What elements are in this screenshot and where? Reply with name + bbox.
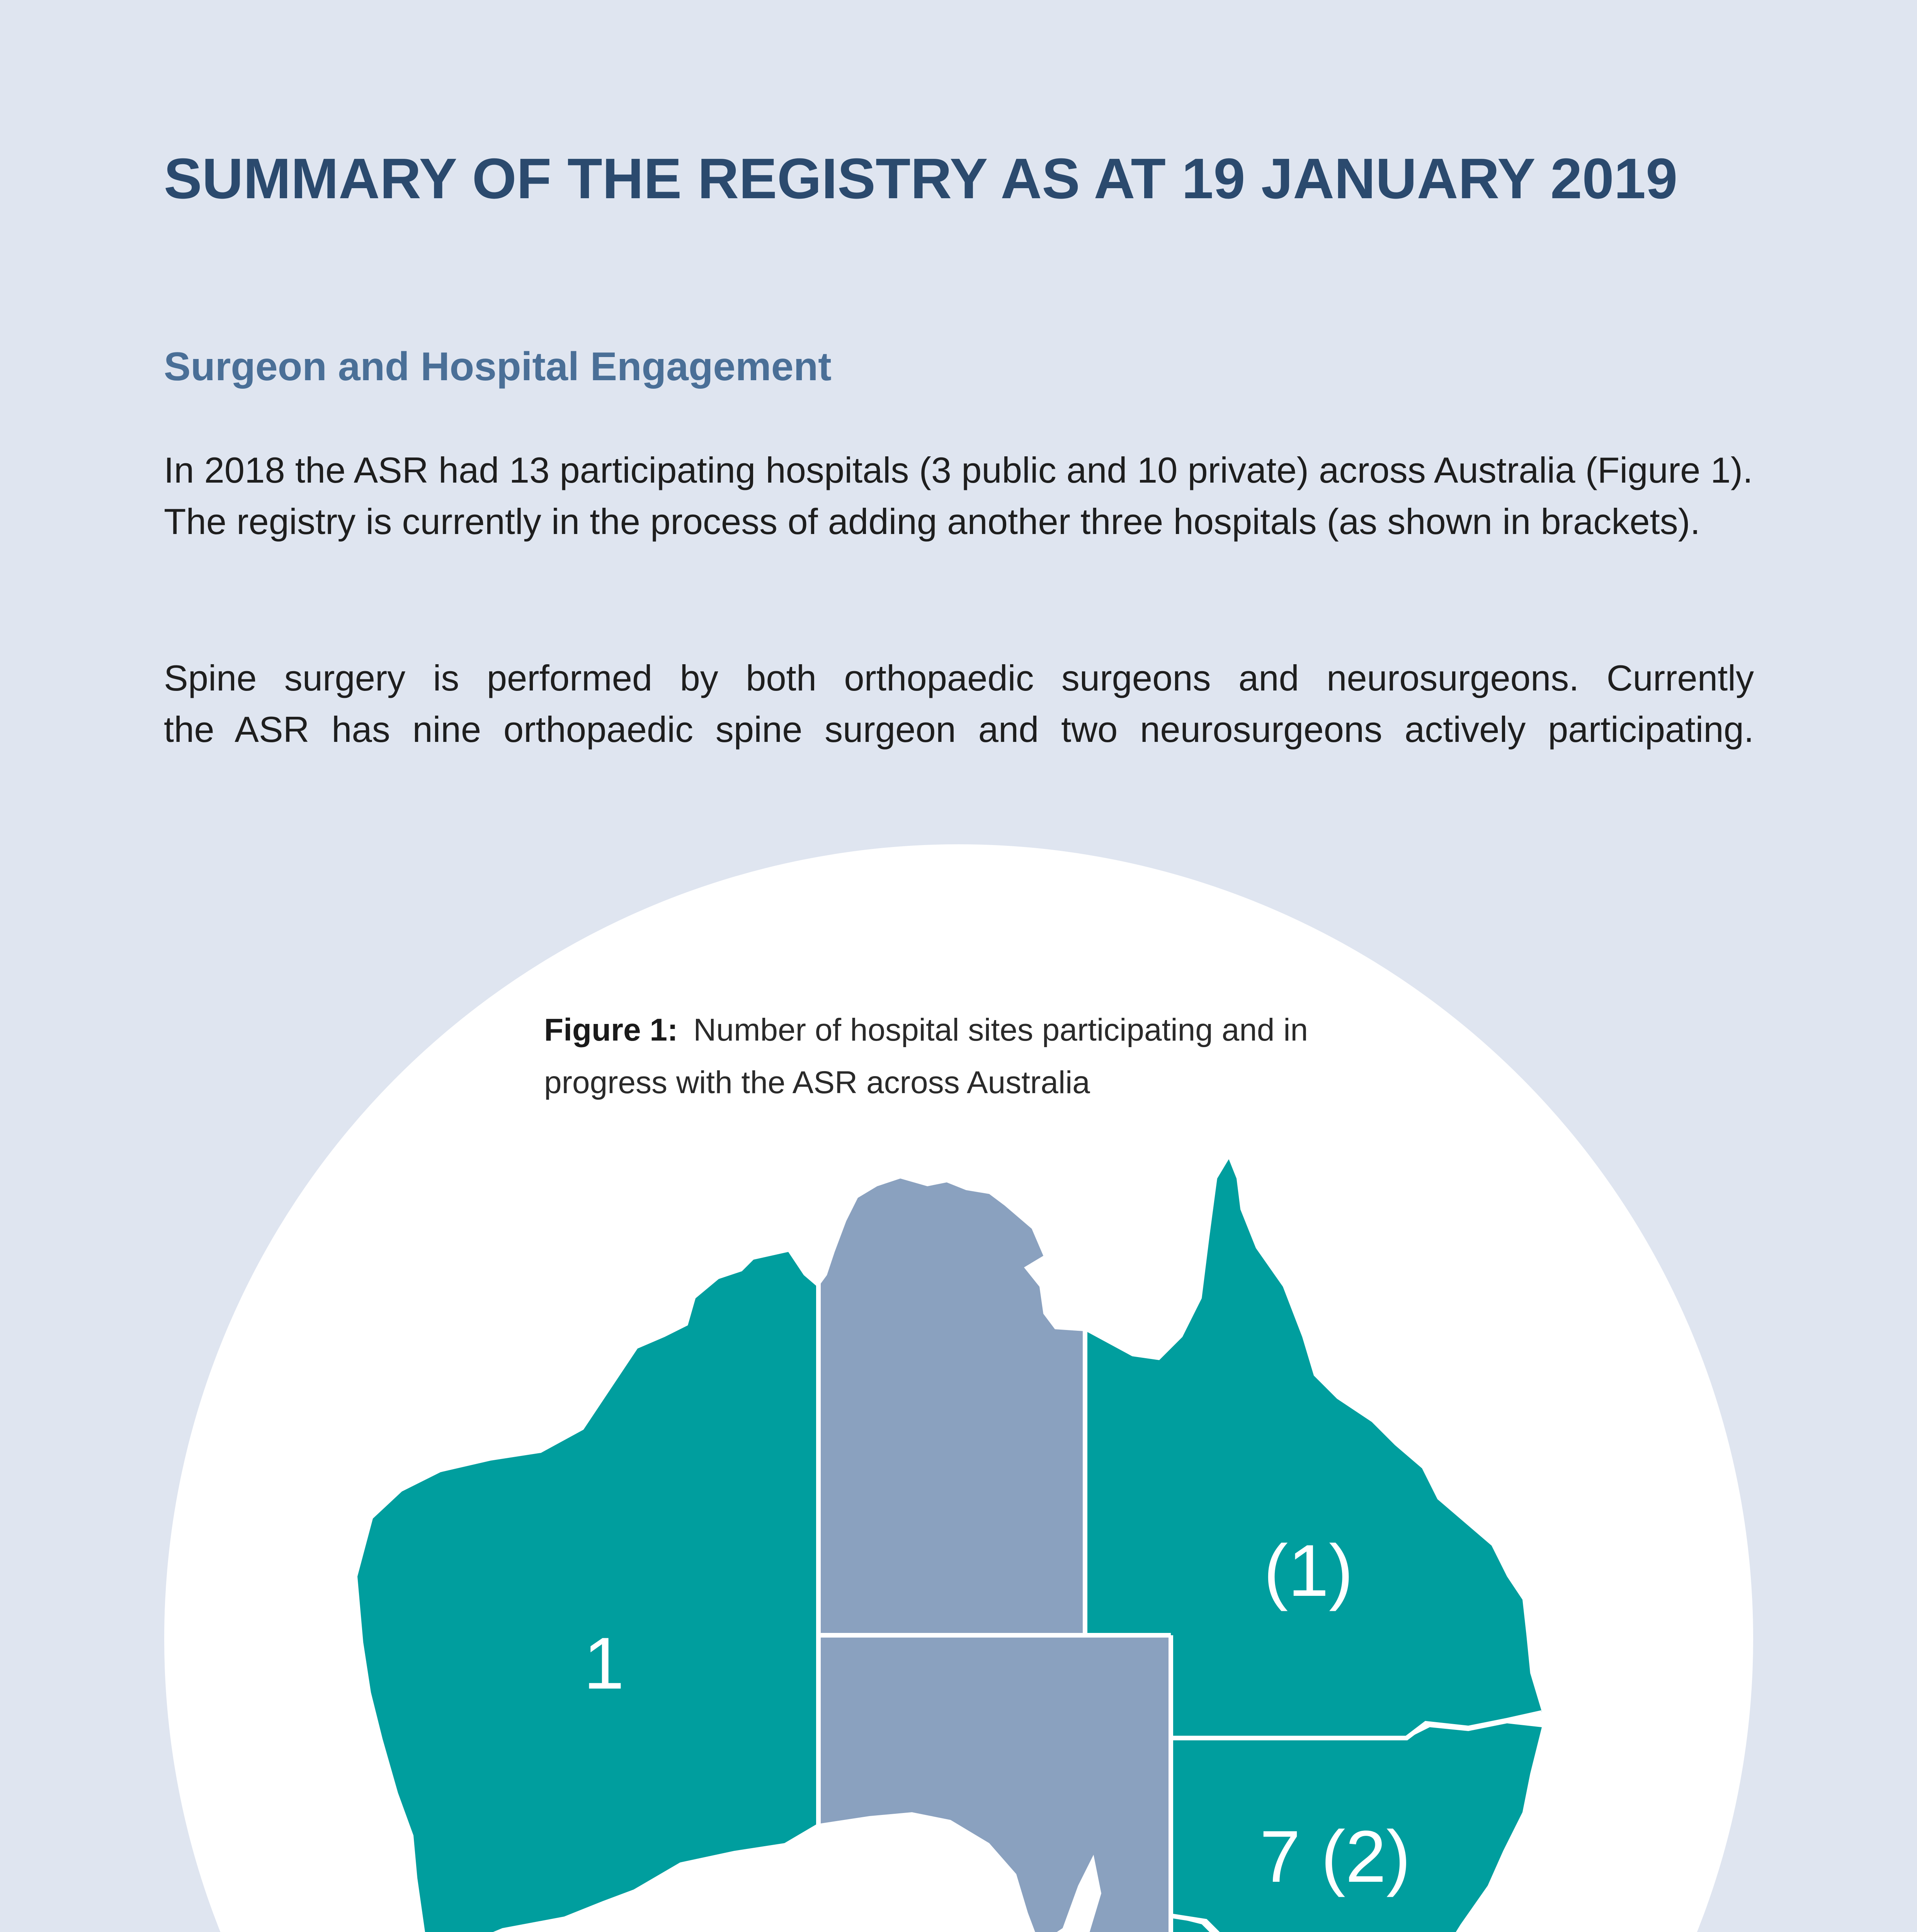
figure-caption-text: Number of hospital sites participating and in progress with the ASR across Australia bbox=[544, 1012, 1308, 1100]
label-wa: 1 bbox=[583, 1622, 624, 1704]
region-nt bbox=[818, 1179, 1084, 1634]
label-qld: (1) bbox=[1264, 1530, 1354, 1612]
figure-label: Figure 1: bbox=[544, 1012, 678, 1048]
paragraph-surgeons-line-1: Spine surgery is performed by both orthopaedic surgeons and neurosurgeons. Currently bbox=[164, 658, 1754, 698]
label-nsw: 7 (2) bbox=[1260, 1816, 1411, 1898]
paragraph-hospitals: In 2018 the ASR had 13 participating hospitals (3 public and 10 private) across Australia (Figure 1). The registry is currently in the process of adding another three hospitals (as shown in brackets). bbox=[164, 450, 1753, 542]
paragraph-surgeons-line-2: the ASR has nine orthopaedic spine surgeon and two neurosurgeons actively participating. bbox=[164, 709, 1754, 750]
page-title: SUMMARY OF THE REGISTRY AS AT 19 JANUARY 2019 bbox=[164, 147, 1678, 211]
region-sa bbox=[818, 1636, 1169, 1932]
section-heading: Surgeon and Hospital Engagement bbox=[164, 344, 832, 389]
region-wa bbox=[357, 1252, 817, 1932]
